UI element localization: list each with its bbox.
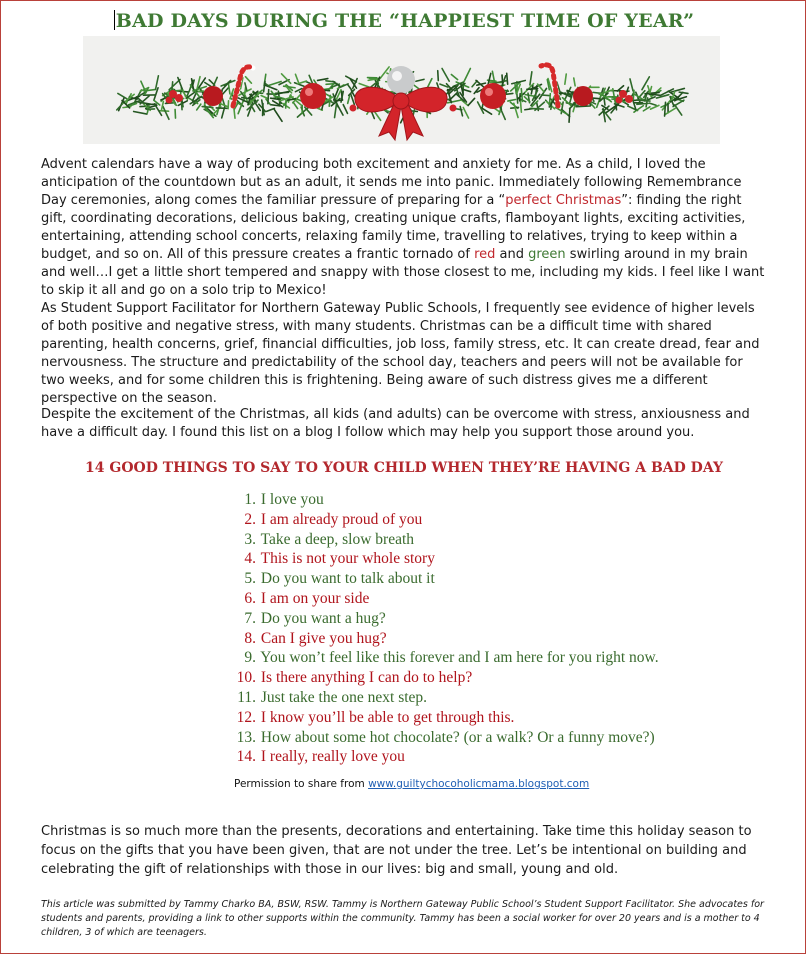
list-heading: 14 GOOD THINGS TO SAY TO YOUR CHILD WHEN THEY’RE HAVING A BAD DAY xyxy=(85,460,723,476)
list-intro-paragraph: Despite the excitement of the Christmas, all kids (and adults) can be overcome with stress, anxiousness and have a difficult day. I found this list on a blog I follow which may help you support those around you. xyxy=(41,407,750,440)
list-item-number: 2. xyxy=(244,510,256,528)
list-item xyxy=(228,747,659,767)
list-item xyxy=(228,728,659,748)
list-item xyxy=(228,708,659,728)
intro-text-end: swirling around in my brain and well…I get a little short tempered and snappy with those closest to me, including my kids. I feel like I want to skip it all and go on a solo trip to Mexico! xyxy=(41,247,765,298)
list-item-number: 3. xyxy=(244,530,256,548)
list-item xyxy=(228,490,659,510)
list-item-text: Do you want a hug? xyxy=(257,609,386,627)
intro-text-cont: ”: finding the right gift, coordinating decorations, delicious baking, creating unique crafts, flamboyant lights, exciting activities, entertaining, attending school concerts, relaxing family time, travelling to relatives, trying to keep within a budget, and so on. All of this pressure creates a frantic tornado of xyxy=(41,193,746,262)
text-cursor xyxy=(114,10,115,30)
list-item-text: Take a deep, slow breath xyxy=(257,530,415,548)
list-item-text: I really, really love you xyxy=(257,748,405,766)
list-item-text: Can I give you hug? xyxy=(257,629,387,647)
list-item-number: 10. xyxy=(236,669,256,687)
list-item-text: I love you xyxy=(257,491,324,508)
list-item-number: 9. xyxy=(244,649,256,667)
list-item xyxy=(228,549,659,569)
page-title-text: BAD DAYS DURING THE “HAPPIEST TIME OF YEAR” xyxy=(115,10,695,32)
list-item-text: I am on your side xyxy=(257,589,370,607)
red-word: red xyxy=(474,247,496,262)
list-item-text: I know you’ll be able to get through this. xyxy=(257,708,515,726)
list-item xyxy=(228,609,659,629)
list-item-number: 7. xyxy=(244,609,256,627)
perfect-christmas-text: perfect Christmas xyxy=(505,193,622,208)
page-title xyxy=(0,10,808,32)
intro-paragraph xyxy=(41,156,769,300)
tips-list xyxy=(228,490,659,767)
intro-text: Advent calendars have a way of producing both excitement and anxiety for me. As a child, I loved the anticipation of the countdown but as an adult, it sends me into panic. Immediately following Remembrance Day ceremonies, along comes the familiar pressure of preparing for a “ xyxy=(41,157,742,208)
list-item-number: 5. xyxy=(244,570,256,588)
green-word: green xyxy=(528,247,566,262)
list-item-text: Just take the one next step. xyxy=(257,688,428,706)
list-item-text: This is not your whole story xyxy=(257,550,435,568)
facilitator-paragraph: As Student Support Facilitator for Northern Gateway Public Schools, I frequently see evidence of higher levels of both positive and negative stress, with many students. Christmas can be a difficult time with shared parenting, health concerns, grief, financial difficulties, job loss, family stress, etc. It can create dread, fear and nervousness. The structure and predictability of the school day, teachers and peers will not be available for two weeks, and for some children this is frightening. Being aware of such distress gives me a different perspective on the season. xyxy=(41,301,760,406)
list-item-number: 8. xyxy=(244,629,256,647)
blog-link[interactable]: www.guiltychocoholicmama.blogspot.com xyxy=(368,778,590,790)
author-bio: This article was submitted by Tammy Charko BA, BSW, RSW. Tammy is Northern Gateway Public School’s Student Support Facilitator. She advocates for students and parents, providing a link to other supports within the community. Tammy has been a social worker for over 20 years and is a mother to 4 children, 3 of which are teenagers. xyxy=(41,899,764,938)
christmas-garland-icon xyxy=(83,36,720,144)
list-item-number: 13. xyxy=(236,728,256,746)
list-item-number: 1. xyxy=(244,491,256,508)
list-item-number: 6. xyxy=(244,589,256,607)
list-item xyxy=(228,569,659,589)
list-item-text: How about some hot chocolate? (or a walk? Or a funny move?) xyxy=(257,728,655,746)
list-item xyxy=(228,688,659,708)
list-item-number: 14. xyxy=(236,748,256,766)
list-item-number: 4. xyxy=(244,550,256,568)
and-word: and xyxy=(495,247,529,262)
list-item-number: 12. xyxy=(236,708,256,726)
list-item xyxy=(228,530,659,550)
list-item-text: You won’t feel like this forever and I am here for you right now. xyxy=(257,649,659,667)
list-item xyxy=(228,648,659,668)
list-item xyxy=(228,629,659,649)
closing-paragraph: Christmas is so much more than the presents, decorations and entertaining. Take time this holiday season to focus on the gifts that you have been given, that are not under the tree. Let’s be intentional on building and celebrating the gift of relationships with those in our lives: big and small, young and old. xyxy=(41,824,752,877)
list-item xyxy=(228,589,659,609)
list-item xyxy=(228,668,659,688)
list-item-text: Do you want to talk about it xyxy=(257,570,435,588)
list-item-text: I am already proud of you xyxy=(257,510,423,528)
permission-label: Permission to share from xyxy=(234,778,369,790)
list-item-text: Is there anything I can do to help? xyxy=(257,669,473,687)
permission-line xyxy=(234,778,589,790)
list-item-number: 11. xyxy=(237,688,256,706)
list-item xyxy=(228,510,659,530)
